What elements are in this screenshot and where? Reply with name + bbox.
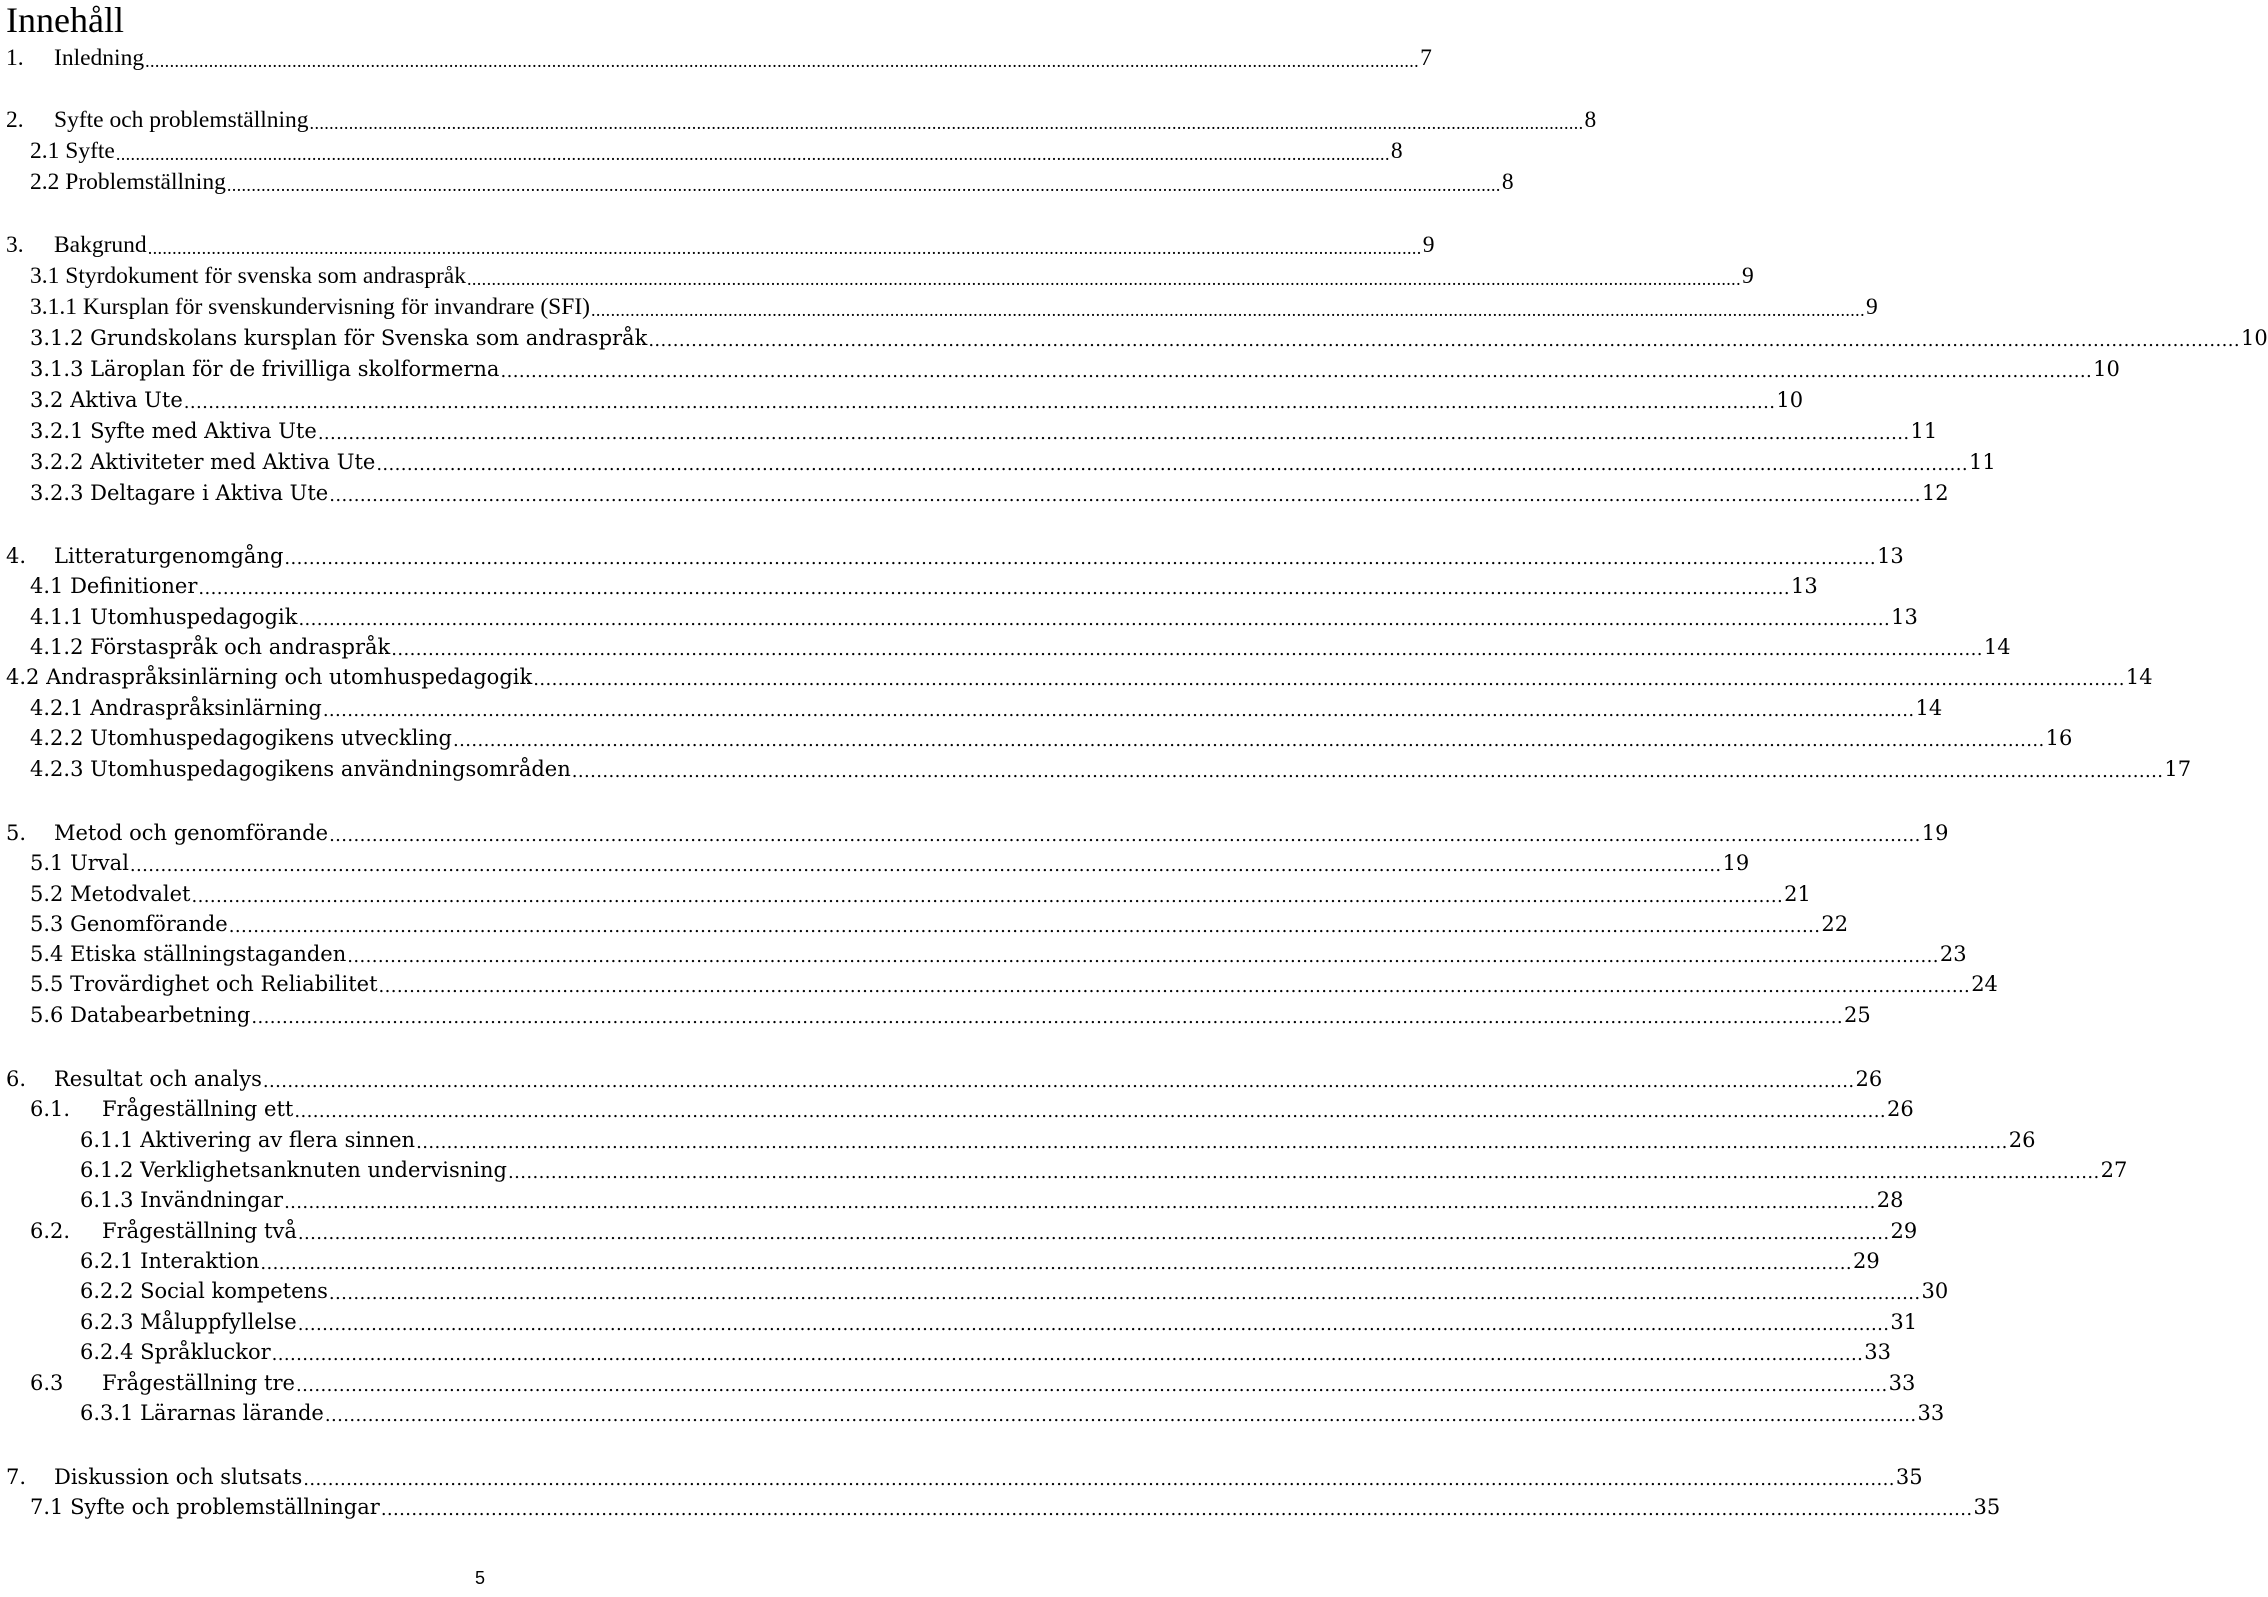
toc-entry-page: 10 — [2093, 357, 2120, 381]
toc-entry-page: 35 — [1973, 1495, 2001, 1519]
toc-entry-title: 4.1.2 Förstaspråk och andraspråk — [30, 635, 391, 659]
toc-entry-page: 9 — [1422, 232, 1435, 258]
toc-entry-page: 35 — [1895, 1465, 1923, 1489]
page-number: 5 — [474, 1568, 485, 1588]
toc-entry-page: 24 — [1971, 972, 1998, 996]
toc-entry-page: 12 — [1921, 481, 1949, 505]
toc-entry[interactable] — [30, 353, 2120, 383]
toc-entry[interactable] — [30, 477, 1949, 507]
toc-entry-page: 8 — [1501, 169, 1514, 195]
toc-entry-title: 6.3.1 Lärarnas lärande — [80, 1401, 324, 1425]
toc-entry-page: 31 — [1890, 1310, 1918, 1334]
toc-entry-title: 4.2.3 Utomhuspedagogikens användningsområden — [30, 757, 571, 781]
dot-leader: .................................................................................................................................................................................................................................................................... — [648, 330, 2240, 351]
toc-entry[interactable] — [6, 42, 1432, 72]
toc-entry[interactable] — [6, 817, 1949, 847]
dot-leader: .................................................................................................................................................................................................................................................................... — [376, 454, 1968, 475]
dot-leader: .................................................................................................................................................................................................................................................................... — [347, 946, 1939, 967]
dot-leader: .................................................................................................................................................................................................................................................................... — [145, 51, 1420, 71]
toc-entry-number: 1. — [6, 45, 24, 71]
toc-entry[interactable] — [30, 166, 1514, 196]
toc-entry[interactable] — [6, 540, 1904, 570]
dot-leader: .................................................................................................................................................................................................................................................................... — [191, 886, 1784, 907]
toc-entry-page: 19 — [1921, 821, 1949, 845]
toc-entry[interactable] — [30, 1215, 1918, 1245]
toc-entry[interactable] — [80, 1397, 1945, 1427]
dot-leader: .................................................................................................................................................................................................................................................................... — [226, 175, 1501, 195]
toc-entry[interactable] — [6, 104, 1597, 134]
toc-entry-number: 6.2. — [30, 1219, 71, 1243]
toc-entry-page: 8 — [1390, 138, 1403, 164]
toc-entry-title: 6.2.1 Interaktion — [80, 1249, 260, 1273]
dot-leader: .................................................................................................................................................................................................................................................................... — [271, 1344, 1864, 1365]
dot-leader: .................................................................................................................................................................................................................................................................... — [508, 1162, 2100, 1183]
toc-entry-page: 26 — [2008, 1128, 2036, 1152]
toc-entry[interactable] — [30, 291, 1878, 321]
toc-entry-title: 6.1.1 Aktivering av flera sinnen — [80, 1128, 416, 1152]
dot-leader: .................................................................................................................................................................................................................................................................... — [251, 1007, 1843, 1028]
dot-leader: .................................................................................................................................................................................................................................................................... — [260, 1253, 1853, 1274]
toc-entry-title: 5.2 Metodvalet — [30, 882, 191, 906]
toc-entry-page: 25 — [1843, 1003, 1871, 1027]
toc-entry-title: Diskussion och slutsats — [54, 1465, 303, 1489]
toc-entry-page: 23 — [1939, 942, 1967, 966]
toc-entry-title: 3.1.2 Grundskolans kursplan för Svenska som andraspråk — [30, 326, 648, 350]
toc-entry[interactable] — [30, 570, 1818, 600]
dot-leader: .................................................................................................................................................................................................................................................................... — [416, 1132, 2008, 1153]
toc-entry-page: 11 — [1910, 419, 1938, 443]
dot-leader: .................................................................................................................................................................................................................................................................... — [324, 1405, 1917, 1426]
toc-entry-title: Bakgrund — [54, 232, 147, 258]
dot-leader: .................................................................................................................................................................................................................................................................... — [329, 825, 1921, 846]
toc-entry-title: 3.2.3 Deltagare i Aktiva Ute — [30, 481, 329, 505]
toc-entry-title: 3.1.3 Läroplan för de frivilliga skolformerna — [30, 357, 500, 381]
dot-leader: .................................................................................................................................................................................................................................................................... — [147, 238, 1422, 258]
toc-entry[interactable] — [30, 938, 1967, 968]
toc-entry-title: 3.2.2 Aktiviteter med Aktiva Ute — [30, 450, 376, 474]
toc-entry-page: 33 — [1864, 1340, 1892, 1364]
toc-entry-title: Resultat och analys — [54, 1067, 262, 1091]
dot-leader: .................................................................................................................................................................................................................................................................... — [328, 1283, 1921, 1304]
toc-entry[interactable] — [30, 692, 1943, 722]
toc-entry-title: 6.2.3 Måluppfyllelse — [80, 1310, 297, 1334]
toc-entry-page: 21 — [1784, 882, 1811, 906]
toc-entry[interactable] — [80, 1124, 2036, 1154]
toc-entry-page: 8 — [1584, 107, 1597, 133]
toc-entry[interactable] — [30, 908, 1849, 938]
dot-leader: .................................................................................................................................................................................................................................................................... — [380, 1499, 1973, 1520]
toc-entry-title: 4.2.2 Utomhuspedagogikens utveckling — [30, 726, 452, 750]
toc-entry-page: 14 — [1983, 635, 2011, 659]
dot-leader: .................................................................................................................................................................................................................................................................... — [329, 485, 1921, 506]
dot-leader: .................................................................................................................................................................................................................................................................... — [452, 730, 2045, 751]
toc-entry-title: 3.2.1 Syfte med Aktiva Ute — [30, 419, 317, 443]
toc-entry[interactable] — [30, 415, 1938, 445]
toc-entry-page: 13 — [1891, 605, 1918, 629]
toc-entry[interactable] — [30, 1491, 2001, 1521]
toc-entry-number: 2. — [6, 107, 24, 133]
toc-entry-title: 5.1 Urval — [30, 851, 129, 875]
dot-leader: .................................................................................................................................................................................................................................................................... — [298, 609, 1891, 630]
dot-leader: .................................................................................................................................................................................................................................................................... — [466, 269, 1741, 289]
toc-entry-title: Inledning — [54, 45, 145, 71]
toc-entry[interactable] — [30, 968, 1998, 998]
dot-leader: .................................................................................................................................................................................................................................................................... — [571, 761, 2164, 782]
toc-entry-page: 17 — [2164, 757, 2192, 781]
toc-entry-title: 5.3 Genomförande — [30, 912, 228, 936]
dot-leader: .................................................................................................................................................................................................................................................................... — [297, 1223, 1890, 1244]
toc-entry-number: 3. — [6, 232, 24, 258]
dot-leader: .................................................................................................................................................................................................................................................................... — [262, 1071, 1855, 1092]
toc-entry-title: Frågeställning ett — [102, 1097, 294, 1121]
dot-leader: .................................................................................................................................................................................................................................................................... — [284, 548, 1877, 569]
toc-entry[interactable] — [30, 753, 2192, 783]
toc-entry-page: 11 — [1968, 450, 1996, 474]
toc-entry-title: Syfte och problemställning — [54, 107, 309, 133]
toc-entry-title: 5.6 Databearbetning — [30, 1003, 251, 1027]
toc-entry-page: 9 — [1865, 294, 1878, 320]
dot-leader: .................................................................................................................................................................................................................................................................... — [303, 1469, 1895, 1490]
toc-entry[interactable] — [30, 384, 1804, 414]
toc-entry-page: 28 — [1876, 1188, 1904, 1212]
dot-leader: .................................................................................................................................................................................................................................................................... — [533, 669, 2125, 690]
page-title: Innehåll — [6, 0, 124, 40]
toc-entry-title: 4.2 Andraspråksinlärning och utomhuspedagogik — [6, 665, 533, 689]
toc-entry-title: 6.2.4 Språkluckor — [80, 1340, 271, 1364]
toc-entry-page: 26 — [1855, 1067, 1883, 1091]
toc-entry-page: 22 — [1821, 912, 1849, 936]
toc-entry[interactable] — [30, 601, 1918, 631]
toc-entry-title: 6.1.2 Verklighetsanknuten undervisning — [80, 1158, 507, 1182]
toc-entry-page: 9 — [1741, 263, 1754, 289]
toc-entry-title: 6.2.2 Social kompetens — [80, 1279, 328, 1303]
dot-leader: .................................................................................................................................................................................................................................................................... — [309, 113, 1584, 133]
toc-entry[interactable] — [80, 1336, 1892, 1366]
toc-entry-title: 2.1 Syfte — [30, 138, 115, 164]
toc-entry-title: 3.2 Aktiva Ute — [30, 388, 183, 412]
toc-entry-page: 14 — [2125, 665, 2153, 689]
toc-entry-page: 10 — [2240, 326, 2268, 350]
toc-entry-title: 3.1 Styrdokument för svenska som andraspråk — [30, 263, 466, 289]
dot-leader: .................................................................................................................................................................................................................................................................... — [183, 392, 1776, 413]
toc-entry-page: 33 — [1917, 1401, 1945, 1425]
toc-entry-title: 4.2.1 Andraspråksinlärning — [30, 696, 322, 720]
dot-leader: .................................................................................................................................................................................................................................................................... — [317, 423, 1910, 444]
toc-entry-page: 7 — [1420, 45, 1432, 71]
toc-entry-title: 6.1.3 Invändningar — [80, 1188, 284, 1212]
toc-entry-page: 29 — [1853, 1249, 1880, 1273]
toc-entry[interactable] — [6, 1461, 1923, 1491]
toc-entry-title: 3.1.1 Kursplan för svenskundervisning för invandrare (SFI) — [30, 294, 590, 320]
toc-entry-page: 10 — [1776, 388, 1804, 412]
dot-leader: .................................................................................................................................................................................................................................................................... — [590, 300, 1865, 320]
toc-entry[interactable] — [80, 1184, 1904, 1214]
toc-entry-title: 2.2 Problemställning — [30, 169, 226, 195]
toc-entry-title: Metod och genomförande — [54, 821, 329, 845]
dot-leader: .................................................................................................................................................................................................................................................................... — [500, 361, 2093, 382]
dot-leader: .................................................................................................................................................................................................................................................................... — [378, 976, 1971, 997]
dot-leader: .................................................................................................................................................................................................................................................................... — [129, 855, 1722, 876]
toc-entry-number: 6. — [6, 1067, 27, 1091]
toc-entry[interactable] — [80, 1245, 1880, 1275]
toc-entry[interactable] — [6, 229, 1435, 259]
toc-entry-page: 26 — [1887, 1097, 1914, 1121]
toc-entry-title: 5.5 Trovärdighet och Reliabilitet — [30, 972, 378, 996]
toc-entry-page: 14 — [1915, 696, 1943, 720]
toc-entry-number: 6.3 — [30, 1371, 64, 1395]
toc-entry-title: Frågeställning två — [102, 1219, 297, 1243]
dot-leader: .................................................................................................................................................................................................................................................................... — [115, 144, 1390, 164]
toc-entry[interactable] — [30, 135, 1403, 165]
toc-entry-title: Litteraturgenomgång — [54, 544, 284, 568]
toc-entry-number: 4. — [6, 544, 27, 568]
toc-entry-page: 16 — [2045, 726, 2073, 750]
toc-entry[interactable] — [30, 446, 1996, 476]
dot-leader: .................................................................................................................................................................................................................................................................... — [228, 916, 1821, 937]
toc-entry-title: 4.1.1 Utomhuspedagogik — [30, 605, 298, 629]
dot-leader: .................................................................................................................................................................................................................................................................... — [391, 639, 1983, 660]
toc-entry-title: 4.1 Definitioner — [30, 574, 198, 598]
toc-entry-page: 33 — [1888, 1371, 1916, 1395]
dot-leader: .................................................................................................................................................................................................................................................................... — [294, 1101, 1886, 1122]
dot-leader: .................................................................................................................................................................................................................................................................... — [322, 700, 1915, 721]
toc-entry-page: 13 — [1791, 574, 1818, 598]
dot-leader: .................................................................................................................................................................................................................................................................... — [295, 1375, 1888, 1396]
toc-entry[interactable] — [80, 1306, 1918, 1336]
toc-entry[interactable] — [30, 1093, 1914, 1123]
toc-entry[interactable] — [30, 847, 1750, 877]
toc-entry[interactable] — [30, 260, 1754, 290]
toc-entry[interactable] — [30, 999, 1871, 1029]
toc-entry-page: 27 — [2100, 1158, 2128, 1182]
toc-entry-title: Frågeställning tre — [102, 1371, 295, 1395]
toc-entry-page: 19 — [1722, 851, 1750, 875]
dot-leader: .................................................................................................................................................................................................................................................................... — [198, 578, 1791, 599]
dot-leader: .................................................................................................................................................................................................................................................................... — [284, 1192, 1876, 1213]
toc-entry[interactable] — [6, 661, 2153, 691]
toc-entry[interactable] — [6, 1063, 1883, 1093]
toc-entry[interactable] — [30, 322, 2268, 352]
dot-leader: .................................................................................................................................................................................................................................................................... — [297, 1314, 1890, 1335]
toc-entry-title: 5.4 Etiska ställningstaganden — [30, 942, 347, 966]
toc-entry[interactable] — [30, 1367, 1916, 1397]
toc-entry-page: 13 — [1877, 544, 1904, 568]
toc-entry[interactable] — [80, 1154, 2128, 1184]
toc-entry-number: 5. — [6, 821, 27, 845]
toc-entry[interactable] — [30, 722, 2073, 752]
toc-entry[interactable] — [30, 878, 1811, 908]
toc-entry-page: 29 — [1890, 1219, 1918, 1243]
toc-entry[interactable] — [30, 631, 2011, 661]
toc-entry-number: 6.1. — [30, 1097, 71, 1121]
toc-entry-page: 30 — [1921, 1279, 1949, 1303]
toc-entry-number: 7. — [6, 1465, 27, 1489]
toc-entry[interactable] — [80, 1275, 1949, 1305]
toc-entry-title: 7.1 Syfte och problemställningar — [30, 1495, 380, 1519]
